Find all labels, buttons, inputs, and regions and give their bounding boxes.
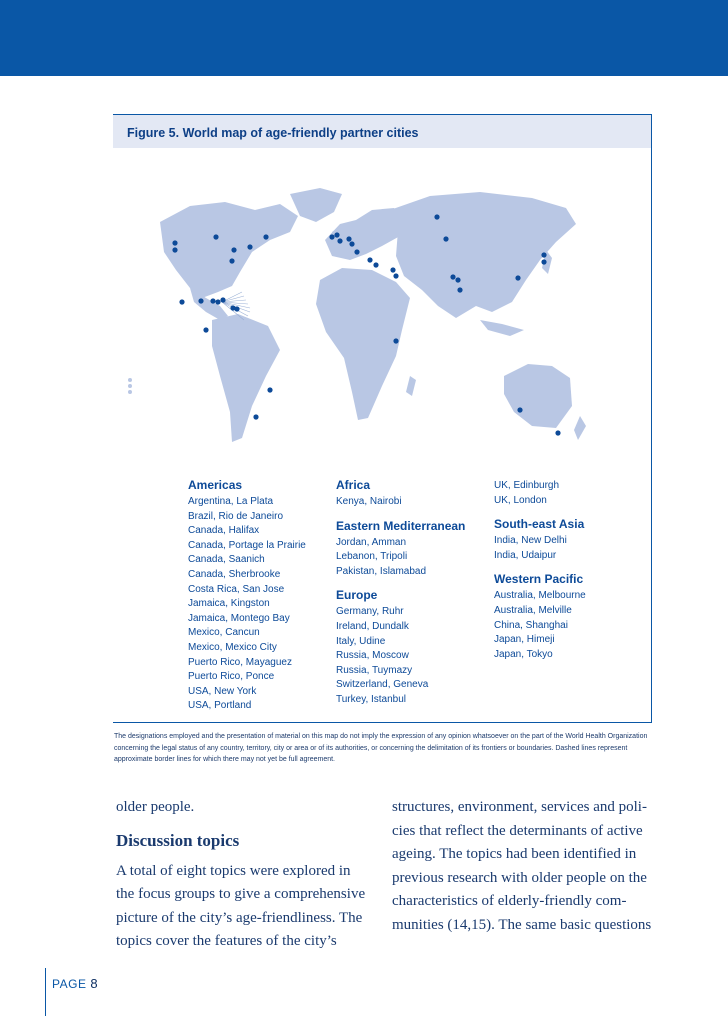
city-marker: [346, 236, 351, 241]
city-marker: [172, 247, 177, 252]
page-rule: [45, 968, 46, 1016]
legend-city: Canada, Halifax: [188, 525, 260, 537]
legend-heading-se-asia: South-east Asia: [494, 517, 585, 532]
city-marker: [215, 299, 220, 304]
city-marker: [179, 299, 184, 304]
legend-group-western-pacific: [494, 571, 586, 662]
city-marker: [457, 287, 462, 292]
figure-header: [113, 115, 651, 148]
legend-city: Mexico, Cancun: [188, 627, 260, 639]
legend-city: Canada, Portage la Prairie: [188, 539, 306, 551]
legend-city: Italy, Udine: [336, 635, 386, 647]
body-intro: older people.: [116, 799, 195, 815]
legend-city: Pakistan, Islamabad: [336, 565, 427, 577]
city-marker: [541, 252, 546, 257]
body-left-column: [116, 796, 371, 954]
header-band: [0, 0, 728, 76]
city-marker: [213, 234, 218, 239]
city-marker: [367, 257, 372, 262]
body-right-column: [392, 796, 652, 937]
legend-group-uk: [494, 477, 586, 508]
legend-city: Russia, Tuymazy: [336, 664, 413, 676]
legend-africa-em-europe: [336, 477, 465, 716]
city-marker: [172, 240, 177, 245]
legend-heading-europe: Europe: [336, 588, 378, 603]
legend-heading-americas: Americas: [188, 478, 243, 492]
legend-city: Japan, Himeji: [494, 634, 555, 646]
legend-city: Russia, Moscow: [336, 650, 409, 662]
landmass-north-america: [160, 202, 298, 298]
city-marker: [220, 297, 225, 302]
legend-city: Lebanon, Tripoli: [336, 551, 408, 563]
city-marker: [267, 387, 272, 392]
page-label: PAGE: [52, 977, 87, 991]
city-marker: [229, 258, 234, 263]
legend-city: Costa Rica, San Jose: [188, 583, 285, 595]
city-marker: [443, 236, 448, 241]
landmass-australia: [504, 364, 572, 428]
legend-city: Switzerland, Geneva: [336, 679, 429, 691]
city-marker: [555, 430, 560, 435]
legend-group-se-asia: [494, 516, 586, 563]
map-disclaimer: The designations employed and the presentation of material on this map do not imply the expression of any opinion whatsoever on the part of the World Health Organization concerning the legal status of any country, territory, city or area or of its authorities, or concerning the delimitation of its frontiers or boundaries. Dashed lines represent approximate border lines for which there may not yet be full agreement.: [114, 733, 648, 763]
legend-city: USA, Portland: [188, 700, 252, 712]
legend-city: Australia, Melbourne: [494, 590, 586, 602]
city-marker: [198, 298, 203, 303]
legend-city: Australia, Melville: [494, 604, 572, 616]
legend-city: India, New Delhi: [494, 535, 567, 547]
city-marker: [354, 249, 359, 254]
city-marker: [373, 262, 378, 267]
legend-city: Brazil, Rio de Janeiro: [188, 510, 284, 522]
legend-heading-eastern-med: Eastern Mediterranean: [336, 518, 466, 533]
city-marker: [541, 259, 546, 264]
legend-uk-asia-pacific: [494, 477, 586, 670]
city-marker: [515, 275, 520, 280]
city-marker: [210, 298, 215, 303]
city-marker: [234, 306, 239, 311]
legend-city: Jordan, Amman: [336, 536, 407, 548]
city-marker: [247, 244, 252, 249]
section-heading: Discussion topics: [116, 830, 240, 850]
legend-city: Puerto Rico, Mayaguez: [188, 656, 292, 668]
legend-heading-africa: Africa: [336, 478, 371, 492]
legend-city: Japan, Tokyo: [494, 648, 553, 660]
legend-city: Ireland, Dundalk: [336, 620, 409, 632]
world-map: [120, 180, 590, 450]
city-marker: [517, 407, 522, 412]
landmass-south-america: [212, 314, 280, 442]
landmass-greenland: [290, 188, 342, 222]
city-marker: [349, 241, 354, 246]
legend-city: Jamaica, Montego Bay: [188, 612, 290, 624]
city-marker: [263, 234, 268, 239]
page-footer: [52, 976, 98, 991]
legend-city: UK, Edinburgh: [494, 480, 560, 491]
legend-city: Turkey, Istanbul: [336, 693, 407, 705]
legend-heading-western-pacific: Western Pacific: [494, 572, 584, 587]
legend-city: Argentina, La Plata: [188, 496, 274, 507]
city-marker: [253, 414, 258, 419]
landmass-madagascar: [406, 376, 416, 396]
figure-title: Figure 5. World map of age-friendly partner cities: [127, 126, 419, 140]
legend-city: Germany, Ruhr: [336, 606, 404, 618]
legend-city: UK, London: [494, 494, 547, 506]
legend-city: Puerto Rico, Ponce: [188, 671, 275, 683]
legend-group-eastern-med: [336, 518, 465, 580]
legend-city: China, Shanghai: [494, 619, 568, 631]
page-number: 8: [90, 976, 99, 991]
legend-city: Mexico, Mexico City: [188, 641, 277, 653]
pacific-islands: [128, 378, 132, 394]
city-marker: [450, 274, 455, 279]
landmass-indonesia: [480, 320, 524, 336]
legend-city: USA, New York: [188, 685, 257, 697]
legend-city: India, Udaipur: [494, 549, 557, 561]
legend-city: Kenya, Nairobi: [336, 496, 402, 507]
landmass-africa: [316, 268, 410, 420]
landmass-new-zealand: [574, 416, 586, 440]
legend-city: Canada, Sherbrooke: [188, 568, 281, 580]
legend-city: Canada, Saanich: [188, 554, 265, 566]
legend-americas: [188, 477, 306, 714]
body-paragraph: structures, environment, services and policies that reflect the determinants of active ageing. The topics had been identified in previous research with older people on the characteristics of elderly-friendly communities (14,15). The same basic questions: [392, 799, 652, 933]
city-marker: [203, 327, 208, 332]
body-paragraph: A total of eight topics were explored in the focus groups to give a comprehensive picture of the city’s age-friendliness. The topics cover the features of the city’s: [116, 862, 366, 949]
city-marker: [393, 338, 398, 343]
city-marker: [334, 232, 339, 237]
legend-city: Jamaica, Kingston: [188, 598, 270, 610]
legend-group-europe: [336, 587, 465, 707]
city-marker: [329, 234, 334, 239]
city-marker: [434, 214, 439, 219]
city-marker: [337, 238, 342, 243]
city-marker: [455, 277, 460, 282]
city-marker: [231, 247, 236, 252]
city-marker: [393, 273, 398, 278]
legend-group-africa: [336, 477, 465, 510]
city-marker: [390, 267, 395, 272]
map-landmasses: [160, 188, 586, 442]
